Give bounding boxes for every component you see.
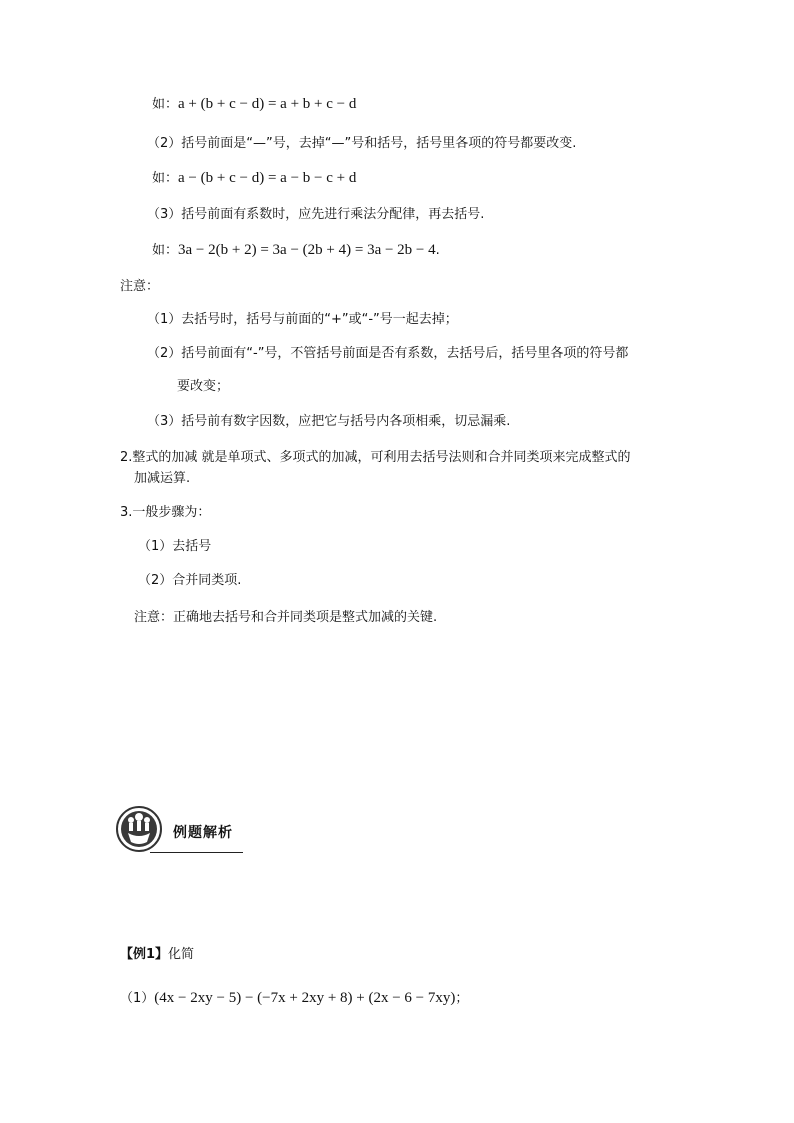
note-item-2-cont: 要改变； — [177, 379, 230, 394]
section-title: 例题解析 — [173, 825, 233, 841]
point-3-note: 注意：正确地去括号和合并同类项是整式加减的关键. — [134, 610, 438, 625]
formula-end: . — [435, 243, 440, 258]
example-line-3 — [152, 240, 440, 261]
notes-heading: 注意： — [120, 279, 160, 294]
formula-2: a − (b + c − d) = a − b − c + d — [178, 170, 357, 186]
rule-3: （3）括号前面有系数时，应先进行乘法分配律，再去括号. — [147, 207, 485, 222]
step-1: （1）去括号 — [138, 539, 212, 554]
example-1-item-1 — [120, 988, 468, 1009]
formula-1: a + (b + c − d) = a + b + c − d — [178, 96, 357, 112]
example-label: 【例1】 — [120, 947, 169, 962]
point-2-line-2: 加减运算. — [134, 471, 191, 486]
note-item-1: （1）去括号时，括号与前面的“+”或“-”号一起去掉； — [147, 312, 458, 327]
example-prefix: 如： — [152, 97, 179, 112]
item-formula: (4x − 2xy − 5) − (−7x + 2xy + 8) + (2x − 6 − 7xy) — [154, 990, 456, 1006]
example-line-1 — [152, 94, 356, 115]
note-item-3: （3）括号前有数字因数，应把它与括号内各项相乘，切忌漏乘. — [147, 414, 511, 429]
step-2: （2）合并同类项. — [138, 573, 242, 588]
item-prefix: （1） — [120, 991, 155, 1006]
point-3-title: 3.一般步骤为： — [120, 505, 211, 520]
example-task: 化简 — [168, 947, 195, 962]
example-1-heading — [120, 945, 194, 965]
item-end: ； — [455, 991, 469, 1006]
example-prefix: 如： — [152, 243, 179, 258]
reading-person-icon — [116, 806, 162, 852]
example-prefix: 如： — [152, 171, 179, 186]
point-2-line-1: 2.整式的加减 就是单项式、多项式的加减，可利用去括号法则和合并同类项来完成整式的 — [120, 450, 631, 465]
formula-3: 3a − 2(b + 2) = 3a − (2b + 4) = 3a − 2b − 4 — [178, 242, 436, 258]
note-item-2: （2）括号前面有“-”号，不管括号前面是否有系数，去括号后，括号里各项的符号都 — [147, 346, 629, 361]
section-divider — [150, 852, 243, 853]
example-line-2 — [152, 168, 356, 189]
rule-2: （2）括号前面是“—”号，去掉“—”号和括号，括号里各项的符号都要改变. — [147, 136, 577, 151]
